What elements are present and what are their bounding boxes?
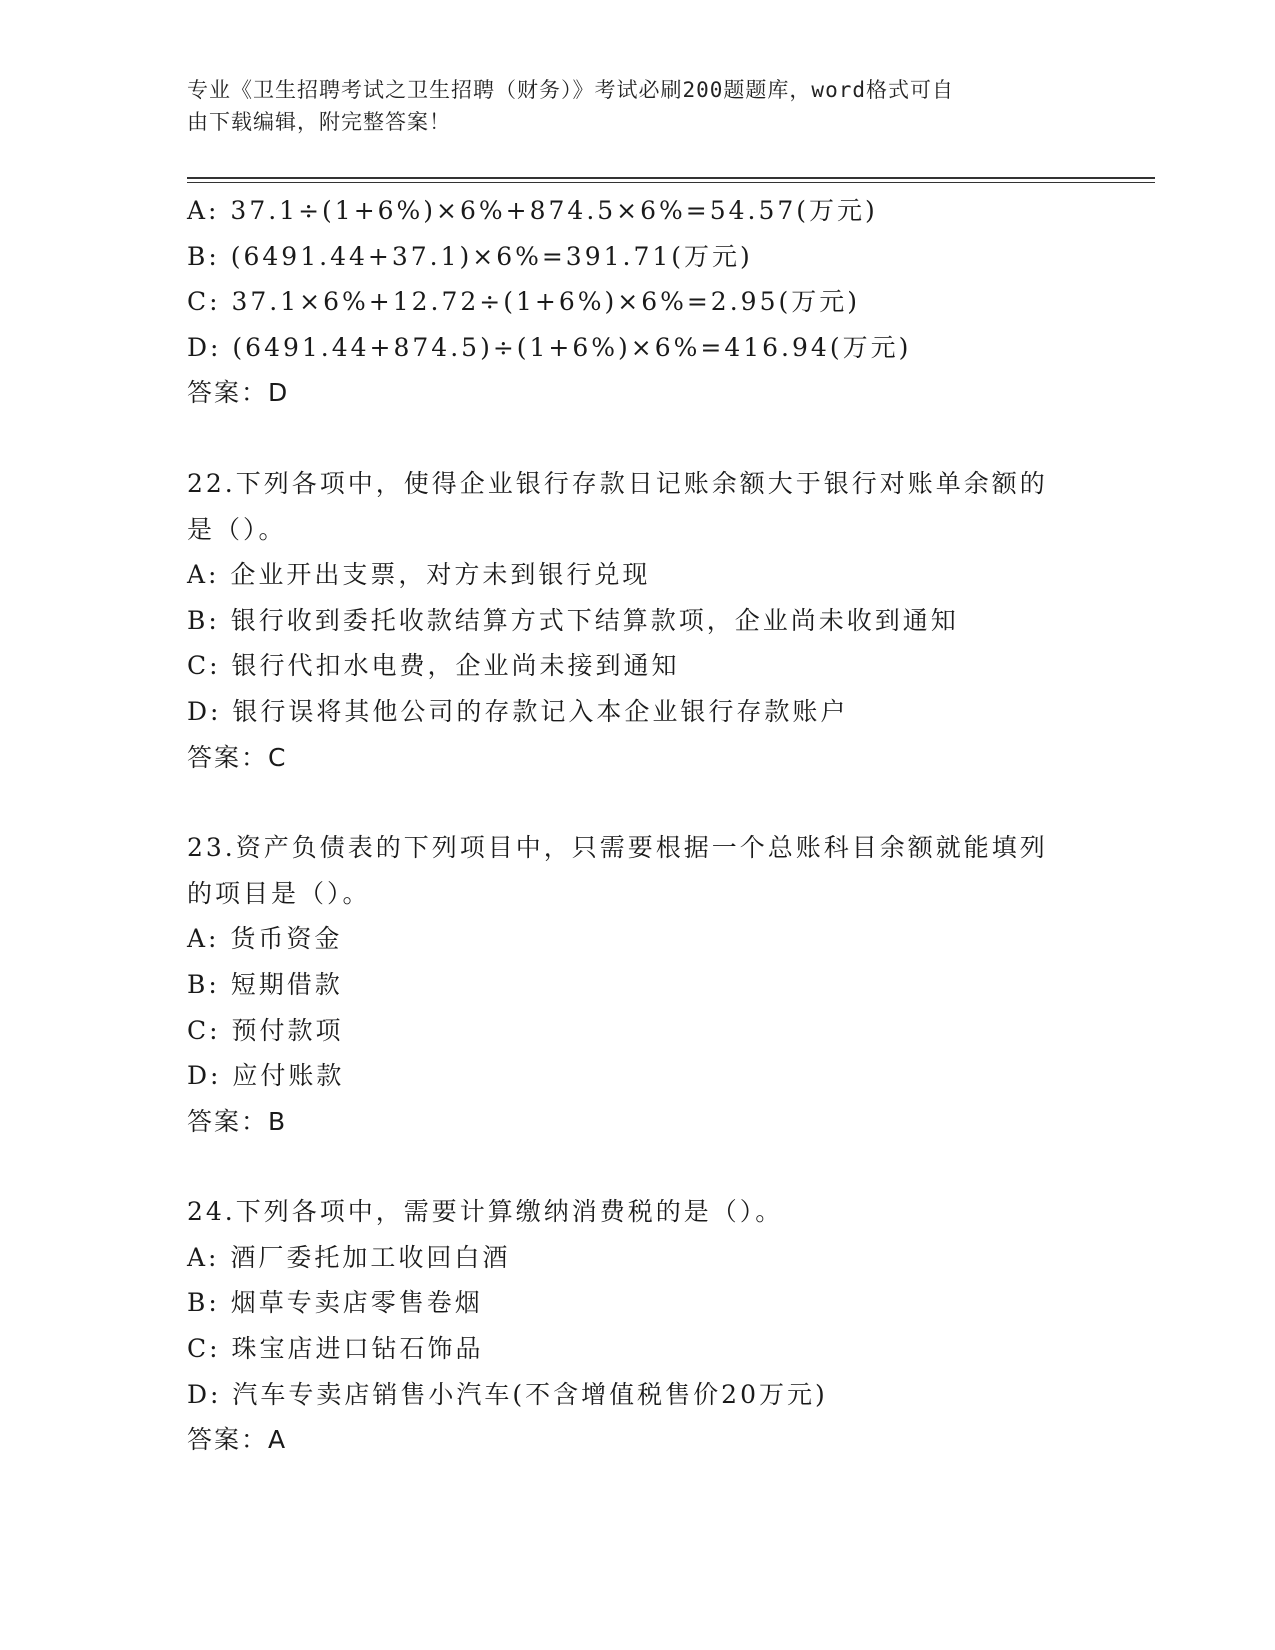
question-block-21 [187, 188, 1087, 416]
answer-line: 答案：C [187, 742, 288, 772]
spacer [187, 780, 1087, 825]
option-c: C: 37.1×6%+12.72÷(1+6%)×6%=2.95(万元) [187, 287, 860, 317]
spacer [187, 1144, 1087, 1189]
question-stem-line-2: 的项目是（）。 [187, 878, 371, 908]
option-a: A: 货币资金 [187, 924, 343, 954]
header-line-2: 由下载编辑，附完整答案！ [187, 110, 451, 134]
option-d: D: 汽车专卖店销售小汽车(不含增值税售价20万元) [187, 1379, 828, 1409]
header-divider-thin [187, 182, 1155, 183]
option-d: D: 银行误将其他公司的存款记入本企业银行存款账户 [187, 696, 849, 726]
answer-line: 答案：D [187, 378, 290, 408]
document-header [187, 74, 1067, 138]
question-block-24 [187, 1189, 1087, 1463]
question-stem-line-1: 22.下列各项中，使得企业银行存款日记账余额大于银行对账单余额的 [187, 468, 1048, 498]
spacer [187, 416, 1087, 461]
question-block-22 [187, 461, 1087, 780]
option-b: B: (6491.44+37.1)×6%=391.71(万元) [187, 241, 753, 271]
header-divider-thick [187, 177, 1155, 179]
option-c: C: 珠宝店进口钻石饰品 [187, 1334, 484, 1364]
question-content [187, 188, 1087, 1463]
question-stem-line-1: 24.下列各项中，需要计算缴纳消费税的是（）。 [187, 1197, 784, 1227]
question-stem-line-2: 是（）。 [187, 514, 287, 544]
option-a: A: 企业开出支票，对方未到银行兑现 [187, 560, 651, 590]
option-b: B: 银行收到委托收款结算方式下结算款项，企业尚未收到通知 [187, 605, 959, 635]
answer-line: 答案：A [187, 1425, 288, 1455]
option-b: B: 烟草专卖店零售卷烟 [187, 1288, 483, 1318]
option-c: C: 银行代扣水电费，企业尚未接到通知 [187, 651, 680, 681]
option-c: C: 预付款项 [187, 1015, 344, 1045]
option-d: D: 应付账款 [187, 1061, 345, 1091]
option-b: B: 短期借款 [187, 969, 343, 999]
answer-line: 答案：B [187, 1106, 288, 1136]
header-line-1: 专业《卫生招聘考试之卫生招聘（财务）》考试必刷200题题库，word格式可自 [187, 78, 954, 102]
question-stem-line-1: 23.资产负债表的下列项目中，只需要根据一个总账科目余额就能填列 [187, 833, 1048, 863]
option-a: A: 37.1÷(1+6%)×6%+874.5×6%=54.57(万元) [187, 196, 878, 225]
option-a: A: 酒厂委托加工收回白酒 [187, 1242, 511, 1272]
question-block-23 [187, 825, 1087, 1144]
option-d: D: (6491.44+874.5)÷(1+6%)×6%=416.94(万元) [187, 332, 912, 362]
